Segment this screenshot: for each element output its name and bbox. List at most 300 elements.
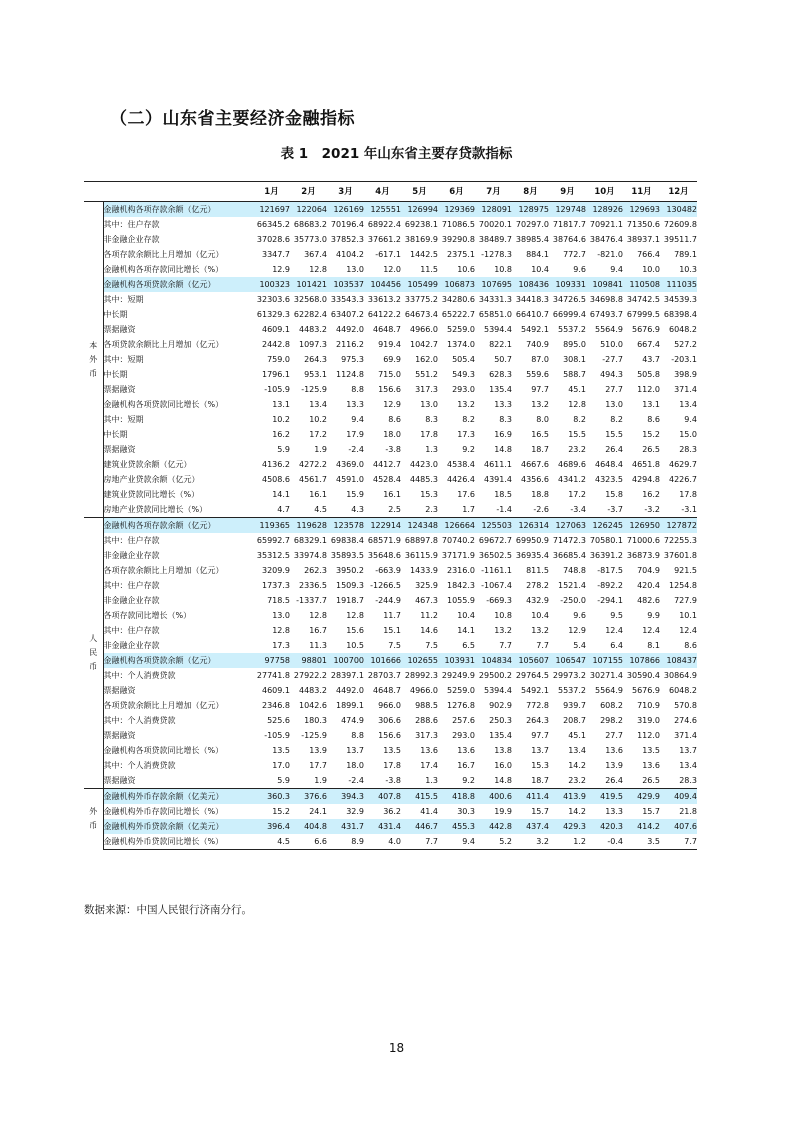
value-cell: 13.2: [494, 625, 512, 635]
value-cell: 1124.8: [336, 369, 364, 379]
value-cell: 34742.5: [626, 294, 660, 304]
value-cell: 45.1: [568, 730, 586, 740]
table-row: [84, 819, 697, 834]
value-cell: 7.5: [388, 640, 401, 650]
value-cell: 3950.2: [336, 565, 364, 575]
value-cell: 10.6: [457, 264, 475, 274]
month-header: 7月: [475, 182, 512, 202]
value-cell: 11.7: [383, 610, 401, 620]
table-row: [84, 487, 697, 502]
value-cell: -125.9: [301, 384, 327, 394]
value-cell: 13.5: [383, 745, 401, 755]
table-row: [84, 593, 697, 608]
row-label: 票据融资: [103, 444, 136, 454]
value-cell: 32568.0: [293, 294, 327, 304]
value-cell: 129693: [623, 202, 660, 218]
value-cell: 67999.5: [626, 309, 660, 319]
value-cell: 14.1: [457, 625, 475, 635]
value-cell: 4538.4: [447, 459, 475, 469]
value-cell: 4.5: [314, 504, 327, 514]
value-cell: 4508.6: [262, 474, 290, 484]
table-row: [84, 758, 697, 773]
value-cell: 288.6: [415, 715, 438, 725]
table-row: [84, 563, 697, 578]
value-cell: 21.8: [679, 806, 697, 816]
value-cell: 13.6: [457, 745, 475, 755]
value-cell: 429.9: [623, 789, 660, 805]
value-cell: 884.1: [526, 249, 549, 259]
value-cell: 103931: [438, 653, 475, 668]
value-cell: 4272.2: [299, 459, 327, 469]
value-cell: 19.9: [494, 806, 512, 816]
value-cell: 101666: [364, 653, 401, 668]
value-cell: 16.5: [531, 429, 549, 439]
value-cell: 125503: [475, 518, 512, 534]
value-cell: 4294.8: [632, 474, 660, 484]
value-cell: 15.0: [679, 429, 697, 439]
value-cell: 2336.5: [299, 580, 327, 590]
table-row: [84, 683, 697, 698]
value-cell: 12.9: [568, 625, 586, 635]
value-cell: -3.4: [570, 504, 586, 514]
value-cell: 715.0: [378, 369, 401, 379]
table-row: [84, 533, 697, 548]
value-cell: 396.4: [253, 819, 290, 834]
value-cell: 12.9: [383, 399, 401, 409]
value-cell: 1509.3: [336, 580, 364, 590]
table-row: [84, 638, 697, 653]
table-row: [84, 202, 697, 218]
value-cell: 37171.9: [441, 550, 475, 560]
value-cell: 156.6: [378, 384, 401, 394]
value-cell: 9.4: [351, 414, 364, 424]
value-cell: -1278.3: [481, 249, 512, 259]
value-cell: 14.8: [494, 775, 512, 785]
month-header: 2月: [290, 182, 327, 202]
value-cell: 17.3: [272, 640, 290, 650]
value-cell: 17.8: [679, 489, 697, 499]
value-cell: 11.3: [309, 640, 327, 650]
value-cell: 8.6: [684, 640, 697, 650]
value-cell: 97758: [253, 653, 290, 668]
value-cell: 36873.9: [626, 550, 660, 560]
value-cell: 71350.6: [626, 219, 660, 229]
value-cell: 68398.4: [663, 309, 697, 319]
value-cell: 7.7: [660, 834, 697, 850]
value-cell: 28.3: [679, 444, 697, 454]
value-cell: 70020.1: [478, 219, 512, 229]
value-cell: 748.8: [563, 565, 586, 575]
table-row: [84, 397, 697, 412]
value-cell: 6048.2: [669, 324, 697, 334]
value-cell: 15.5: [605, 429, 623, 439]
value-cell: 4689.6: [558, 459, 586, 469]
row-label: 票据融资: [103, 384, 136, 394]
value-cell: 325.9: [415, 580, 438, 590]
section-title: （二）山东省主要经济金融指标: [110, 109, 355, 129]
table-row: [84, 382, 697, 397]
value-cell: 107695: [475, 277, 512, 292]
value-cell: 5394.4: [484, 324, 512, 334]
value-cell: 45.1: [568, 384, 586, 394]
value-cell: 69238.1: [404, 219, 438, 229]
value-cell: -250.0: [560, 595, 586, 605]
value-cell: -105.9: [264, 730, 290, 740]
value-cell: 9.5: [610, 610, 623, 620]
value-cell: 68922.4: [367, 219, 401, 229]
value-cell: 36685.4: [552, 550, 586, 560]
value-cell: 38937.1: [626, 234, 660, 244]
value-cell: 400.6: [475, 789, 512, 805]
value-cell: -27.7: [602, 354, 623, 364]
value-cell: 15.7: [642, 806, 660, 816]
value-cell: 9.4: [684, 414, 697, 424]
value-cell: 4629.7: [669, 459, 697, 469]
value-cell: 33613.2: [367, 294, 401, 304]
value-cell: 1.3: [425, 775, 438, 785]
table-row: [84, 277, 697, 292]
value-cell: 6.4: [610, 640, 623, 650]
value-cell: -617.1: [375, 249, 401, 259]
value-cell: 10.4: [457, 610, 475, 620]
value-cell: 1042.7: [410, 339, 438, 349]
value-cell: 1055.9: [447, 595, 475, 605]
row-label: 金融机构各项贷款余额（亿元）: [103, 277, 253, 292]
value-cell: 13.9: [309, 745, 327, 755]
value-cell: 13.5: [642, 745, 660, 755]
value-cell: 41.4: [420, 806, 438, 816]
value-cell: 11.2: [420, 610, 438, 620]
value-cell: 262.3: [304, 565, 327, 575]
value-cell: 112.0: [637, 730, 660, 740]
value-cell: 467.3: [415, 595, 438, 605]
value-cell: 988.5: [415, 700, 438, 710]
value-cell: 4492.0: [336, 685, 364, 695]
value-cell: 4966.0: [410, 324, 438, 334]
value-cell: 4648.4: [595, 459, 623, 469]
value-cell: 8.2: [573, 414, 586, 424]
value-cell: 306.6: [378, 715, 401, 725]
value-cell: 407.6: [660, 819, 697, 834]
value-cell: 4651.8: [632, 459, 660, 469]
value-cell: 66999.4: [552, 309, 586, 319]
value-cell: 727.9: [674, 595, 697, 605]
value-cell: 2.5: [388, 504, 401, 514]
value-cell: 61329.3: [256, 309, 290, 319]
value-cell: 3.5: [623, 834, 660, 850]
value-cell: 63407.2: [330, 309, 364, 319]
value-cell: 18.7: [531, 444, 549, 454]
value-cell: 446.7: [401, 819, 438, 834]
value-cell: 4391.4: [484, 474, 512, 484]
value-cell: 34331.3: [478, 294, 512, 304]
value-cell: 772.8: [526, 700, 549, 710]
value-cell: 9.4: [438, 834, 475, 850]
value-cell: 27741.8: [256, 670, 290, 680]
value-cell: 15.8: [605, 489, 623, 499]
value-cell: 13.3: [346, 399, 364, 409]
value-cell: 482.6: [637, 595, 660, 605]
table-row: [84, 773, 697, 789]
row-label: 金融机构各项存款同比增长（%）: [103, 264, 224, 274]
value-cell: 1.3: [425, 444, 438, 454]
value-cell: 35773.0: [293, 234, 327, 244]
row-label: 其中：个人消费贷款: [103, 760, 176, 770]
value-cell: 4136.2: [262, 459, 290, 469]
table-row: [84, 668, 697, 683]
value-cell: 710.9: [637, 700, 660, 710]
value-cell: 953.1: [304, 369, 327, 379]
value-cell: 2.3: [425, 504, 438, 514]
value-cell: 16.2: [272, 429, 290, 439]
value-cell: -1.4: [496, 504, 512, 514]
row-label: 金融机构各项存款余额（亿元）: [103, 202, 253, 218]
value-cell: 112.0: [637, 384, 660, 394]
value-cell: 13.4: [679, 760, 697, 770]
value-cell: 13.1: [272, 399, 290, 409]
value-cell: 37852.3: [330, 234, 364, 244]
row-label: 其中：短期: [103, 414, 144, 424]
row-label: 其中：住户存款: [103, 535, 160, 545]
value-cell: -1067.4: [481, 580, 512, 590]
row-label: 票据融资: [103, 775, 136, 785]
value-cell: 68683.2: [293, 219, 327, 229]
value-cell: 7.7: [499, 640, 512, 650]
value-cell: 1796.1: [262, 369, 290, 379]
value-cell: 18.0: [346, 760, 364, 770]
row-label: 其中：住户存款: [103, 580, 160, 590]
table-row: [84, 728, 697, 743]
value-cell: 128091: [475, 202, 512, 218]
value-cell: 124348: [401, 518, 438, 534]
value-cell: 12.0: [383, 264, 401, 274]
value-cell: 123578: [327, 518, 364, 534]
value-cell: 4609.1: [262, 685, 290, 695]
value-cell: 15.3: [531, 760, 549, 770]
value-cell: 26.4: [605, 444, 623, 454]
value-cell: 4412.7: [373, 459, 401, 469]
row-label: 各项贷款余额比上月增加（亿元）: [103, 700, 224, 710]
value-cell: 442.8: [475, 819, 512, 834]
value-cell: 740.9: [526, 339, 549, 349]
value-cell: 23.2: [568, 444, 586, 454]
value-cell: 8.0: [536, 414, 549, 424]
value-cell: 8.6: [647, 414, 660, 424]
value-cell: -892.2: [597, 580, 623, 590]
value-cell: 17.9: [346, 429, 364, 439]
value-cell: 1433.9: [410, 565, 438, 575]
value-cell: 1737.3: [262, 580, 290, 590]
value-cell: 100323: [253, 277, 290, 292]
value-cell: 549.3: [452, 369, 475, 379]
value-cell: 38985.4: [515, 234, 549, 244]
value-cell: 72255.3: [663, 535, 697, 545]
value-cell: 105499: [401, 277, 438, 292]
value-cell: 65851.0: [478, 309, 512, 319]
value-cell: 109331: [549, 277, 586, 292]
value-cell: 18.5: [494, 489, 512, 499]
value-cell: 1254.8: [669, 580, 697, 590]
value-cell: 411.4: [512, 789, 549, 805]
value-cell: 432.9: [526, 595, 549, 605]
value-cell: 17.8: [383, 760, 401, 770]
value-cell: 34418.3: [515, 294, 549, 304]
value-cell: 26.5: [642, 444, 660, 454]
value-cell: 919.4: [378, 339, 401, 349]
header-row: [84, 182, 697, 202]
value-cell: 3209.9: [262, 565, 290, 575]
value-cell: 1918.7: [336, 595, 364, 605]
value-cell: 6048.2: [669, 685, 697, 695]
value-cell: -1161.1: [481, 565, 512, 575]
value-cell: 4104.2: [336, 249, 364, 259]
value-cell: 98801: [290, 653, 327, 668]
value-cell: 162.0: [415, 354, 438, 364]
value-cell: 70921.1: [589, 219, 623, 229]
value-cell: 104834: [475, 653, 512, 668]
value-cell: 10.5: [346, 640, 364, 650]
value-cell: 15.1: [383, 625, 401, 635]
page-number: 18: [388, 1041, 405, 1055]
value-cell: 6.5: [462, 640, 475, 650]
value-cell: 119628: [290, 518, 327, 534]
value-cell: 11.5: [420, 264, 438, 274]
value-cell: 121697: [253, 202, 290, 218]
value-cell: 415.5: [401, 789, 438, 805]
value-cell: 12.8: [568, 399, 586, 409]
value-cell: 208.7: [563, 715, 586, 725]
value-cell: 27.7: [605, 384, 623, 394]
value-cell: 30864.9: [663, 670, 697, 680]
value-cell: 110508: [623, 277, 660, 292]
value-cell: 65222.7: [441, 309, 475, 319]
value-cell: 2116.2: [336, 339, 364, 349]
row-label: 金融机构各项贷款同比增长（%）: [103, 745, 224, 755]
value-cell: 10.8: [494, 264, 512, 274]
value-cell: 68571.9: [367, 535, 401, 545]
table-row: [84, 608, 697, 623]
value-cell: 5537.2: [558, 324, 586, 334]
value-cell: 13.2: [531, 399, 549, 409]
value-cell: 505.4: [452, 354, 475, 364]
row-label: 其中：住户存款: [103, 219, 160, 229]
table-row: [84, 548, 697, 563]
value-cell: 17.0: [272, 760, 290, 770]
value-cell: 264.3: [526, 715, 549, 725]
value-cell: 608.2: [600, 700, 623, 710]
value-cell: 293.0: [452, 730, 475, 740]
value-cell: 455.3: [438, 819, 475, 834]
value-cell: 474.9: [341, 715, 364, 725]
value-cell: -3.7: [607, 504, 623, 514]
value-cell: 1374.0: [447, 339, 475, 349]
value-cell: 65992.7: [256, 535, 290, 545]
value-cell: 420.4: [637, 580, 660, 590]
value-cell: 38489.7: [478, 234, 512, 244]
value-cell: 4.3: [351, 504, 364, 514]
row-label: 金融机构外币存款余额（亿美元）: [103, 789, 253, 805]
value-cell: 360.3: [253, 789, 290, 805]
value-cell: 127063: [549, 518, 586, 534]
value-cell: 23.2: [568, 775, 586, 785]
table-row: [84, 804, 697, 819]
value-cell: 127872: [660, 518, 697, 534]
table-row: [84, 743, 697, 758]
value-cell: 4323.5: [595, 474, 623, 484]
value-cell: 4485.3: [410, 474, 438, 484]
value-cell: 1842.3: [447, 580, 475, 590]
value-cell: 17.4: [420, 760, 438, 770]
value-cell: 429.3: [549, 819, 586, 834]
value-cell: 8.3: [499, 414, 512, 424]
value-cell: 437.4: [512, 819, 549, 834]
value-cell: 126169: [327, 202, 364, 218]
row-label: 房地产业贷款余额（亿元）: [103, 474, 200, 484]
value-cell: 264.3: [304, 354, 327, 364]
table-row: [84, 412, 697, 427]
value-cell: 38764.6: [552, 234, 586, 244]
value-cell: 107155: [586, 653, 623, 668]
value-cell: -663.9: [375, 565, 401, 575]
value-cell: 15.9: [346, 489, 364, 499]
row-label: 票据融资: [103, 685, 136, 695]
value-cell: 18.8: [531, 489, 549, 499]
value-cell: -3.8: [385, 775, 401, 785]
value-cell: 126994: [401, 202, 438, 218]
value-cell: 33974.8: [293, 550, 327, 560]
value-cell: -0.4: [586, 834, 623, 850]
value-cell: 27.7: [605, 730, 623, 740]
table-row: [84, 834, 697, 850]
indicators-table: [84, 181, 697, 850]
value-cell: 8.2: [462, 414, 475, 424]
value-cell: 16.7: [309, 625, 327, 635]
value-cell: -3.1: [681, 504, 697, 514]
value-cell: 811.5: [526, 565, 549, 575]
value-cell: 97.7: [531, 384, 549, 394]
value-cell: 13.8: [494, 745, 512, 755]
value-cell: 4648.7: [373, 685, 401, 695]
value-cell: 4483.2: [299, 324, 327, 334]
value-cell: -817.5: [597, 565, 623, 575]
value-cell: 32303.6: [256, 294, 290, 304]
row-label: 票据融资: [103, 324, 136, 334]
value-cell: 13.0: [420, 399, 438, 409]
value-cell: 130482: [660, 202, 697, 218]
value-cell: 180.3: [304, 715, 327, 725]
value-cell: 12.8: [309, 264, 327, 274]
value-cell: 13.4: [679, 399, 697, 409]
value-cell: 2442.8: [262, 339, 290, 349]
value-cell: 108437: [660, 653, 697, 668]
group-label: 人 民 币: [84, 518, 103, 789]
value-cell: 13.4: [309, 399, 327, 409]
value-cell: 36391.2: [589, 550, 623, 560]
value-cell: 8.3: [425, 414, 438, 424]
value-cell: 15.2: [642, 429, 660, 439]
value-cell: 15.7: [531, 806, 549, 816]
value-cell: 5492.1: [521, 324, 549, 334]
value-cell: 135.4: [489, 730, 512, 740]
value-cell: 15.6: [346, 625, 364, 635]
value-cell: 413.9: [549, 789, 586, 805]
value-cell: 371.4: [674, 730, 697, 740]
value-cell: 371.4: [674, 384, 697, 394]
header-corner: [84, 182, 103, 202]
value-cell: 704.9: [637, 565, 660, 575]
row-label: 其中：住户存款: [103, 625, 160, 635]
value-cell: 822.1: [489, 339, 512, 349]
